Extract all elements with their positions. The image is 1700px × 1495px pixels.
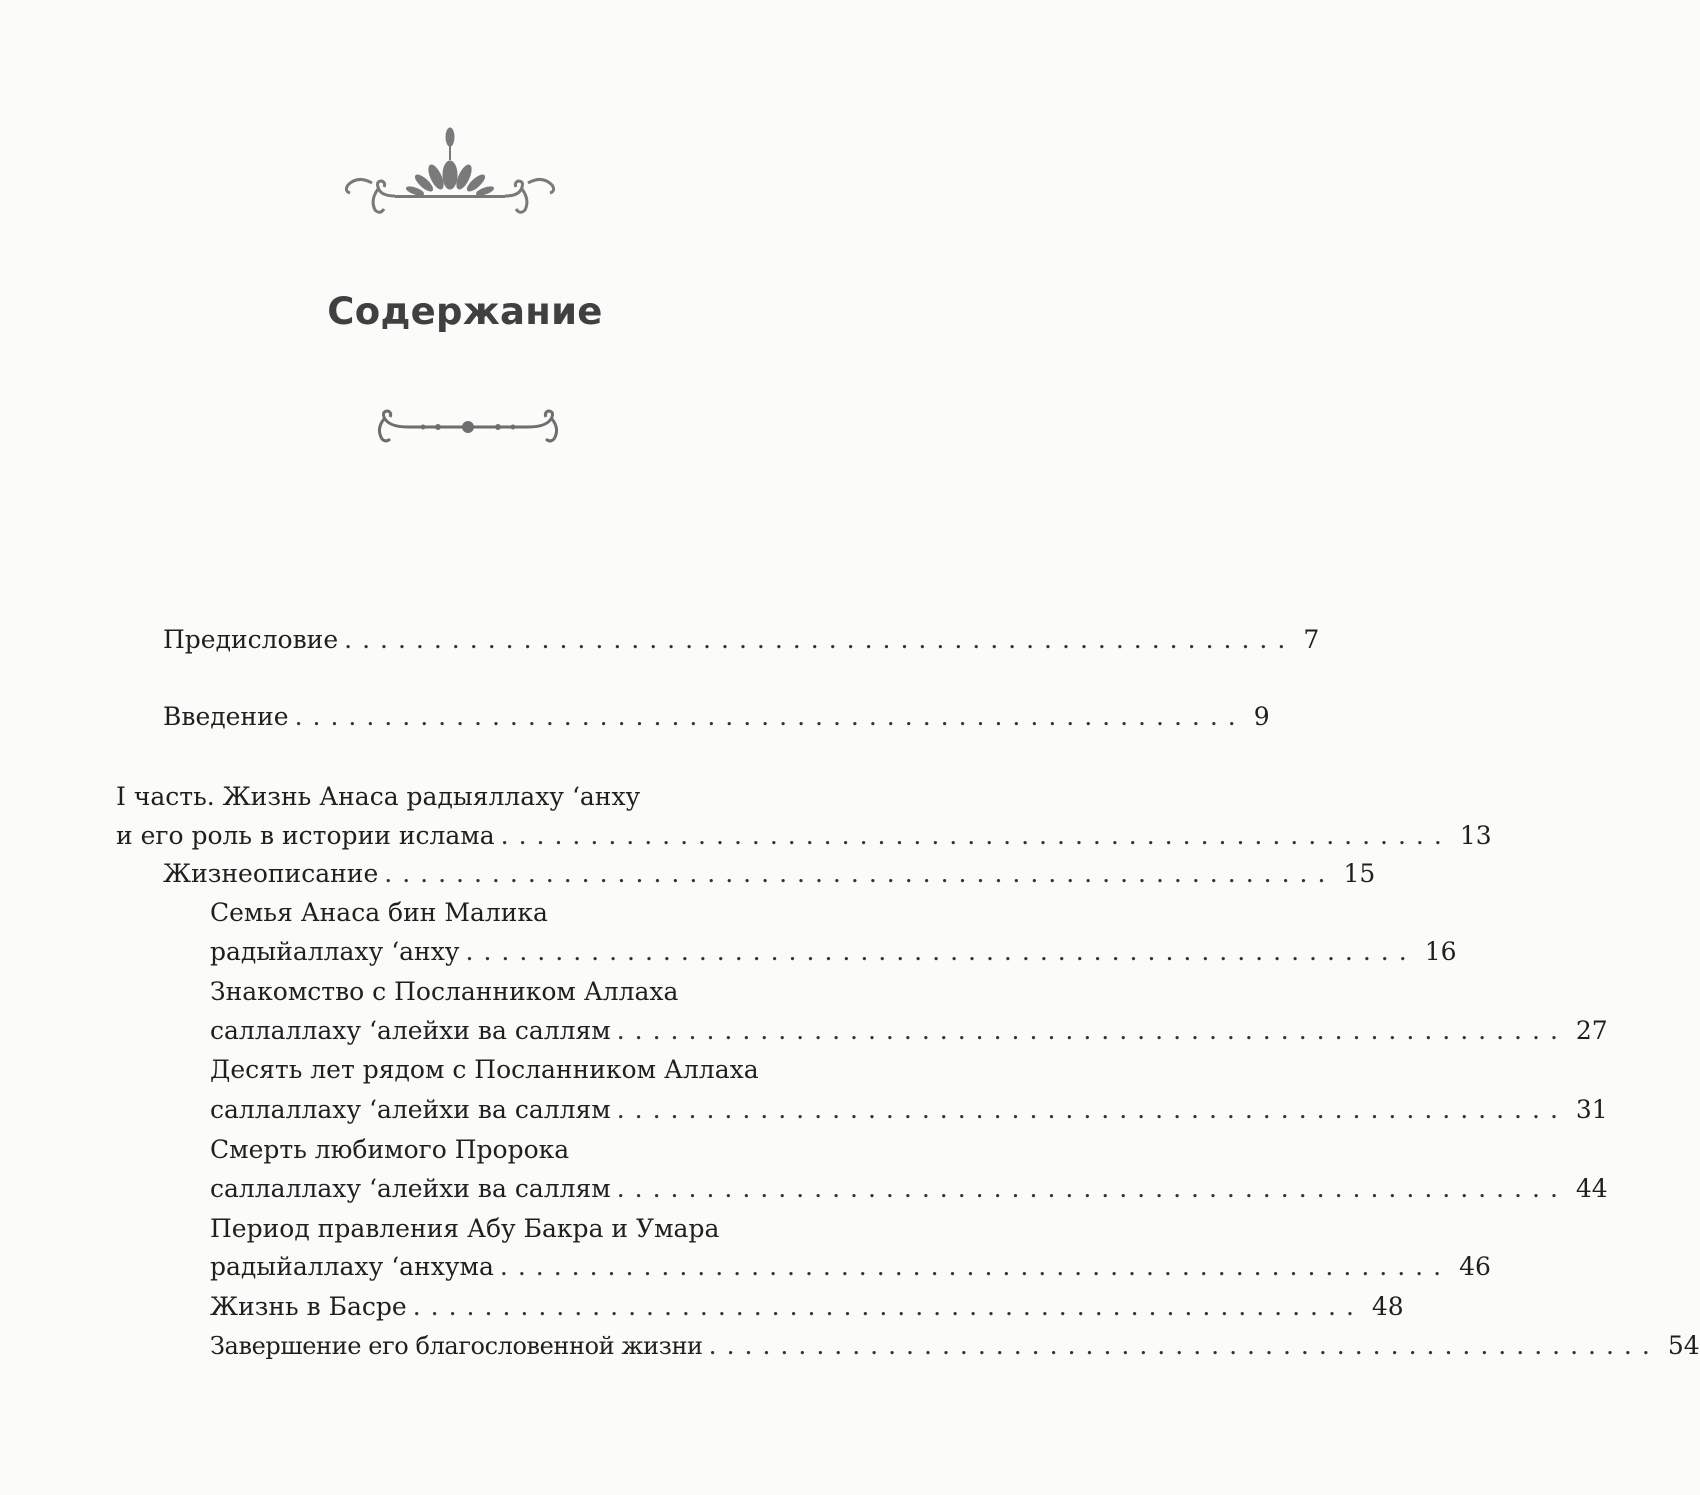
toc-leader-dots: .....................................................	[384, 859, 1336, 888]
toc-entry-basra[interactable]	[210, 1290, 1404, 1324]
toc-leader-dots: .....................................................	[616, 1095, 1568, 1124]
toc-entry-acquaintance-line1[interactable]: Знакомство с Посланником Аллаха	[210, 977, 679, 1006]
toc-entry-reign-line1[interactable]: Период правления Абу Бакра и Умара	[210, 1214, 720, 1243]
toc-page-number: 46	[1459, 1252, 1491, 1281]
toc-entry-title: Введение	[163, 702, 289, 731]
toc-entry-title: саллаллаху ‘алейхи ва саллям	[210, 1174, 611, 1203]
toc-leader-dots: .....................................................	[500, 821, 1452, 850]
toc-entry-end-of-life[interactable]	[210, 1329, 1700, 1363]
toc-entry-title: Завершение его благословенной жизни	[210, 1332, 703, 1360]
toc-entry-family-line1[interactable]: Семья Анаса бин Малика	[210, 898, 548, 927]
toc-entry-death[interactable]	[210, 1172, 1608, 1206]
flourish-divider-icon	[368, 405, 568, 451]
toc-entry-reign[interactable]	[210, 1250, 1491, 1284]
toc-entry-biography[interactable]	[163, 857, 1376, 891]
toc-page-number: 31	[1575, 1095, 1608, 1124]
toc-leader-dots: .....................................................	[412, 1292, 1364, 1321]
toc-entry-title: Предисловие	[163, 625, 339, 654]
toc-page-number: 27	[1575, 1016, 1608, 1045]
toc-entry-title: саллаллаху ‘алейхи ва саллям	[210, 1095, 611, 1124]
toc-leader-dots: .....................................................	[499, 1252, 1452, 1281]
toc-leader-dots: .....................................................	[294, 702, 1246, 731]
toc-entry-preface[interactable]	[163, 623, 1320, 657]
toc-leader-dots: .....................................................	[708, 1331, 1660, 1360]
toc-entry-acquaintance[interactable]	[210, 1014, 1608, 1048]
toc-entry-family[interactable]	[210, 935, 1457, 969]
toc-entry-title: радыйаллаху ‘анху	[210, 937, 460, 966]
page-title: Содержание	[327, 290, 603, 333]
toc-page-number: 44	[1575, 1174, 1608, 1203]
toc-leader-dots: .....................................................	[616, 1174, 1568, 1203]
toc-entry-title: радыйаллаху ‘анхума	[210, 1252, 494, 1281]
toc-entry-ten-years-line1[interactable]: Десять лет рядом с Посланником Аллаха	[210, 1055, 759, 1084]
toc-page-number: 48	[1371, 1292, 1404, 1321]
toc-entry-introduction[interactable]	[163, 700, 1270, 734]
floral-ornament-icon	[340, 125, 560, 235]
toc-entry-ten-years[interactable]	[210, 1093, 1608, 1127]
toc-leader-dots: .....................................................	[616, 1016, 1568, 1045]
toc-entry-title: и его роль в истории ислама	[116, 821, 495, 850]
toc-entry-title: Жизнеописание	[163, 859, 379, 888]
toc-page-number: 7	[1303, 625, 1320, 654]
toc-page-number: 54	[1667, 1331, 1700, 1360]
toc-page-number: 16	[1424, 937, 1457, 966]
toc-leader-dots: .....................................................	[465, 937, 1417, 966]
toc-page-number: 9	[1253, 702, 1270, 731]
toc-entry-part1[interactable]	[116, 819, 1492, 853]
toc-entry-title: Жизнь в Басре	[210, 1292, 407, 1321]
toc-page-number: 13	[1459, 821, 1492, 850]
toc-entry-death-line1[interactable]: Смерть любимого Пророка	[210, 1135, 570, 1164]
toc-entry-title: саллаллаху ‘алейхи ва саллям	[210, 1016, 611, 1045]
toc-entry-part1-line1[interactable]: I часть. Жизнь Анаса радыяллаху ‘анху	[116, 782, 641, 811]
toc-page-number: 15	[1343, 859, 1376, 888]
toc-leader-dots: .....................................................	[344, 625, 1296, 654]
